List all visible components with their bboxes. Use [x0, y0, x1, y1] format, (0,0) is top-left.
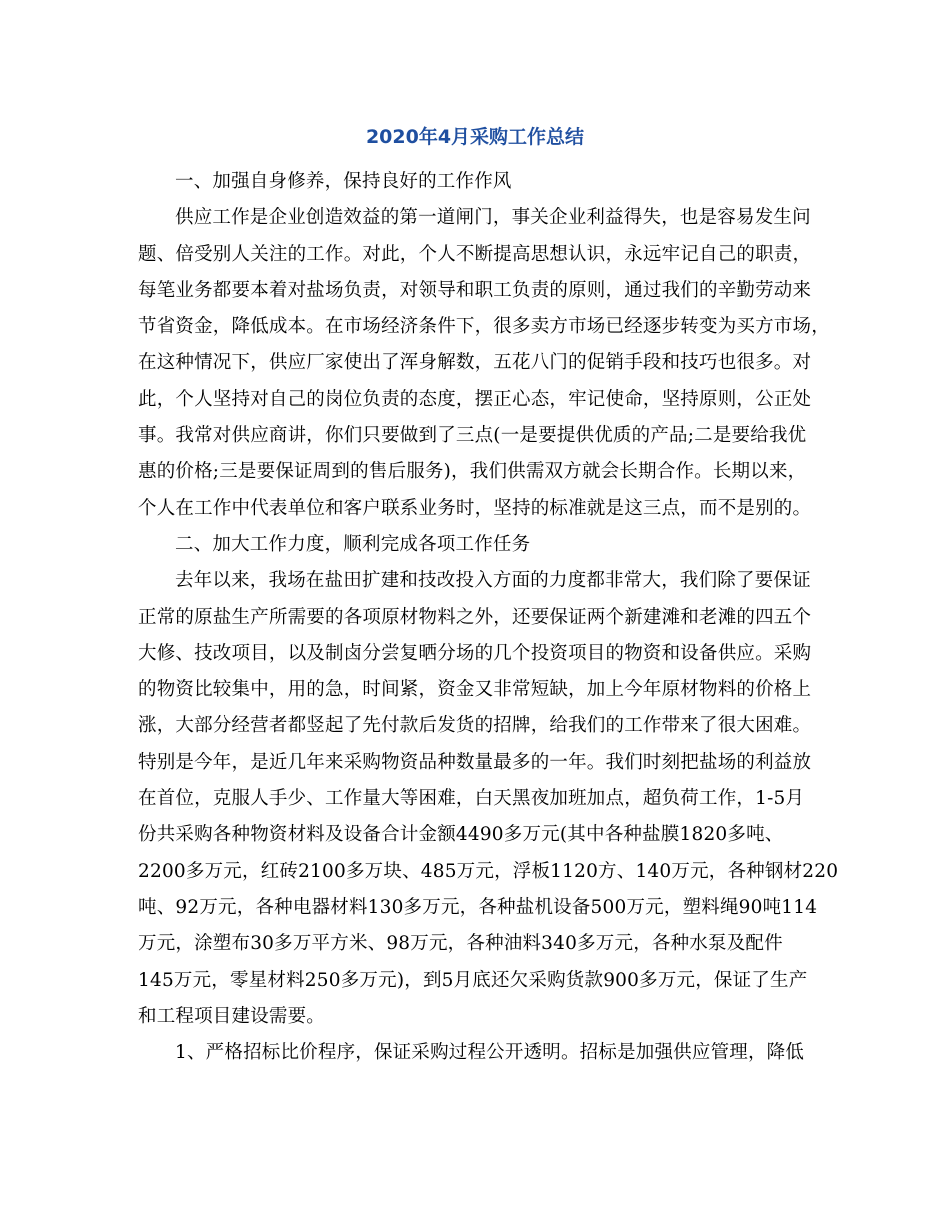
text-line: 一、加强自身修养，保持良好的工作作风	[175, 171, 512, 192]
text-line: 题、倍受别人关注的工作。对此，个人不断提高思想认识，永远牢记自己的职责，	[138, 243, 812, 265]
text-line: 每笔业务都要本着对盐场负责，对领导和职工负责的原则，通过我们的辛勤劳动来	[138, 279, 812, 301]
text-line: 大修、技改项目，以及制卤分尝复晒分场的几个投资项目的物资和设备供应。采购	[138, 642, 812, 664]
text-line: 惠的价格;三是要保证周到的售后服务)，我们供需双方就会长期合作。长期以来，	[138, 461, 807, 483]
text-line: 在首位，克服人手少、工作量大等困难，白天黑夜加班加点，超负荷工作，1-5月	[138, 788, 805, 810]
text-line: 吨、92万元，各种电器材料130多万元，各种盐机设备500万元，塑料绳90吨114	[138, 896, 818, 918]
page-title: 2020年4月采购工作总结	[365, 126, 585, 148]
text-line: 正常的原盐生产所需要的各项原材物料之外，还要保证两个新建滩和老滩的四五个	[138, 606, 812, 628]
text-line: 供应工作是企业创造效益的第一道闸门，事关企业利益得失，也是容易发生问	[175, 207, 811, 229]
text-line: 2200多万元，红砖2100多万块、485万元，浮板1120方、140万元，各种钢材220	[138, 860, 839, 882]
text-line: 此，个人坚持对自己的岗位负责的态度，摆正心态，牢记使命，坚持原则，公正处	[138, 388, 812, 410]
text-line: 在这种情况下，供应厂家使出了浑身解数，五花八门的促销手段和技巧也很多。对	[138, 352, 812, 374]
text-line: 的物资比较集中，用的急，时间紧，资金又非常短缺，加上今年原材物料的价格上	[138, 679, 812, 701]
text-line: 事。我常对供应商讲，你们只要做到了三点(一是要提供优质的产品;二是要给我优	[138, 425, 807, 447]
text-line: 节省资金，降低成本。在市场经济条件下，很多卖方市场已经逐步转变为买方市场，	[138, 316, 830, 338]
text-line: 二、加大工作力度，顺利完成各项工作任务	[175, 533, 531, 555]
text-line: 1、严格招标比价程序，保证采购过程公开透明。招标是加强供应管理，降低	[175, 1042, 805, 1064]
text-line: 和工程项目建设需要。	[138, 1005, 326, 1027]
text-line: 涨，大部分经营者都竖起了先付款后发货的招牌，给我们的工作带来了很大困难。	[138, 715, 812, 737]
text-line: 特别是今年，是近几年来采购物资品种数量最多的一年。我们时刻把盐场的利益放	[138, 751, 812, 773]
text-line: 份共采购各种物资材料及设备合计金额4490多万元(其中各种盐膜1820多吨、	[138, 824, 784, 846]
document-body	[138, 164, 839, 1071]
text-line: 145万元，零星材料250多万元)，到5月底还欠采购货款900多万元，保证了生产	[138, 969, 808, 991]
text-line: 去年以来，我场在盐田扩建和技改投入方面的力度都非常大，我们除了要保证	[175, 570, 811, 592]
text-line: 个人在工作中代表单位和客户联系业务时，坚持的标准就是这三点，而不是别的。	[138, 497, 812, 519]
text-line: 万元，涂塑布30多万平方米、98万元，各种油料340多万元，各种水泵及配件	[138, 933, 783, 955]
